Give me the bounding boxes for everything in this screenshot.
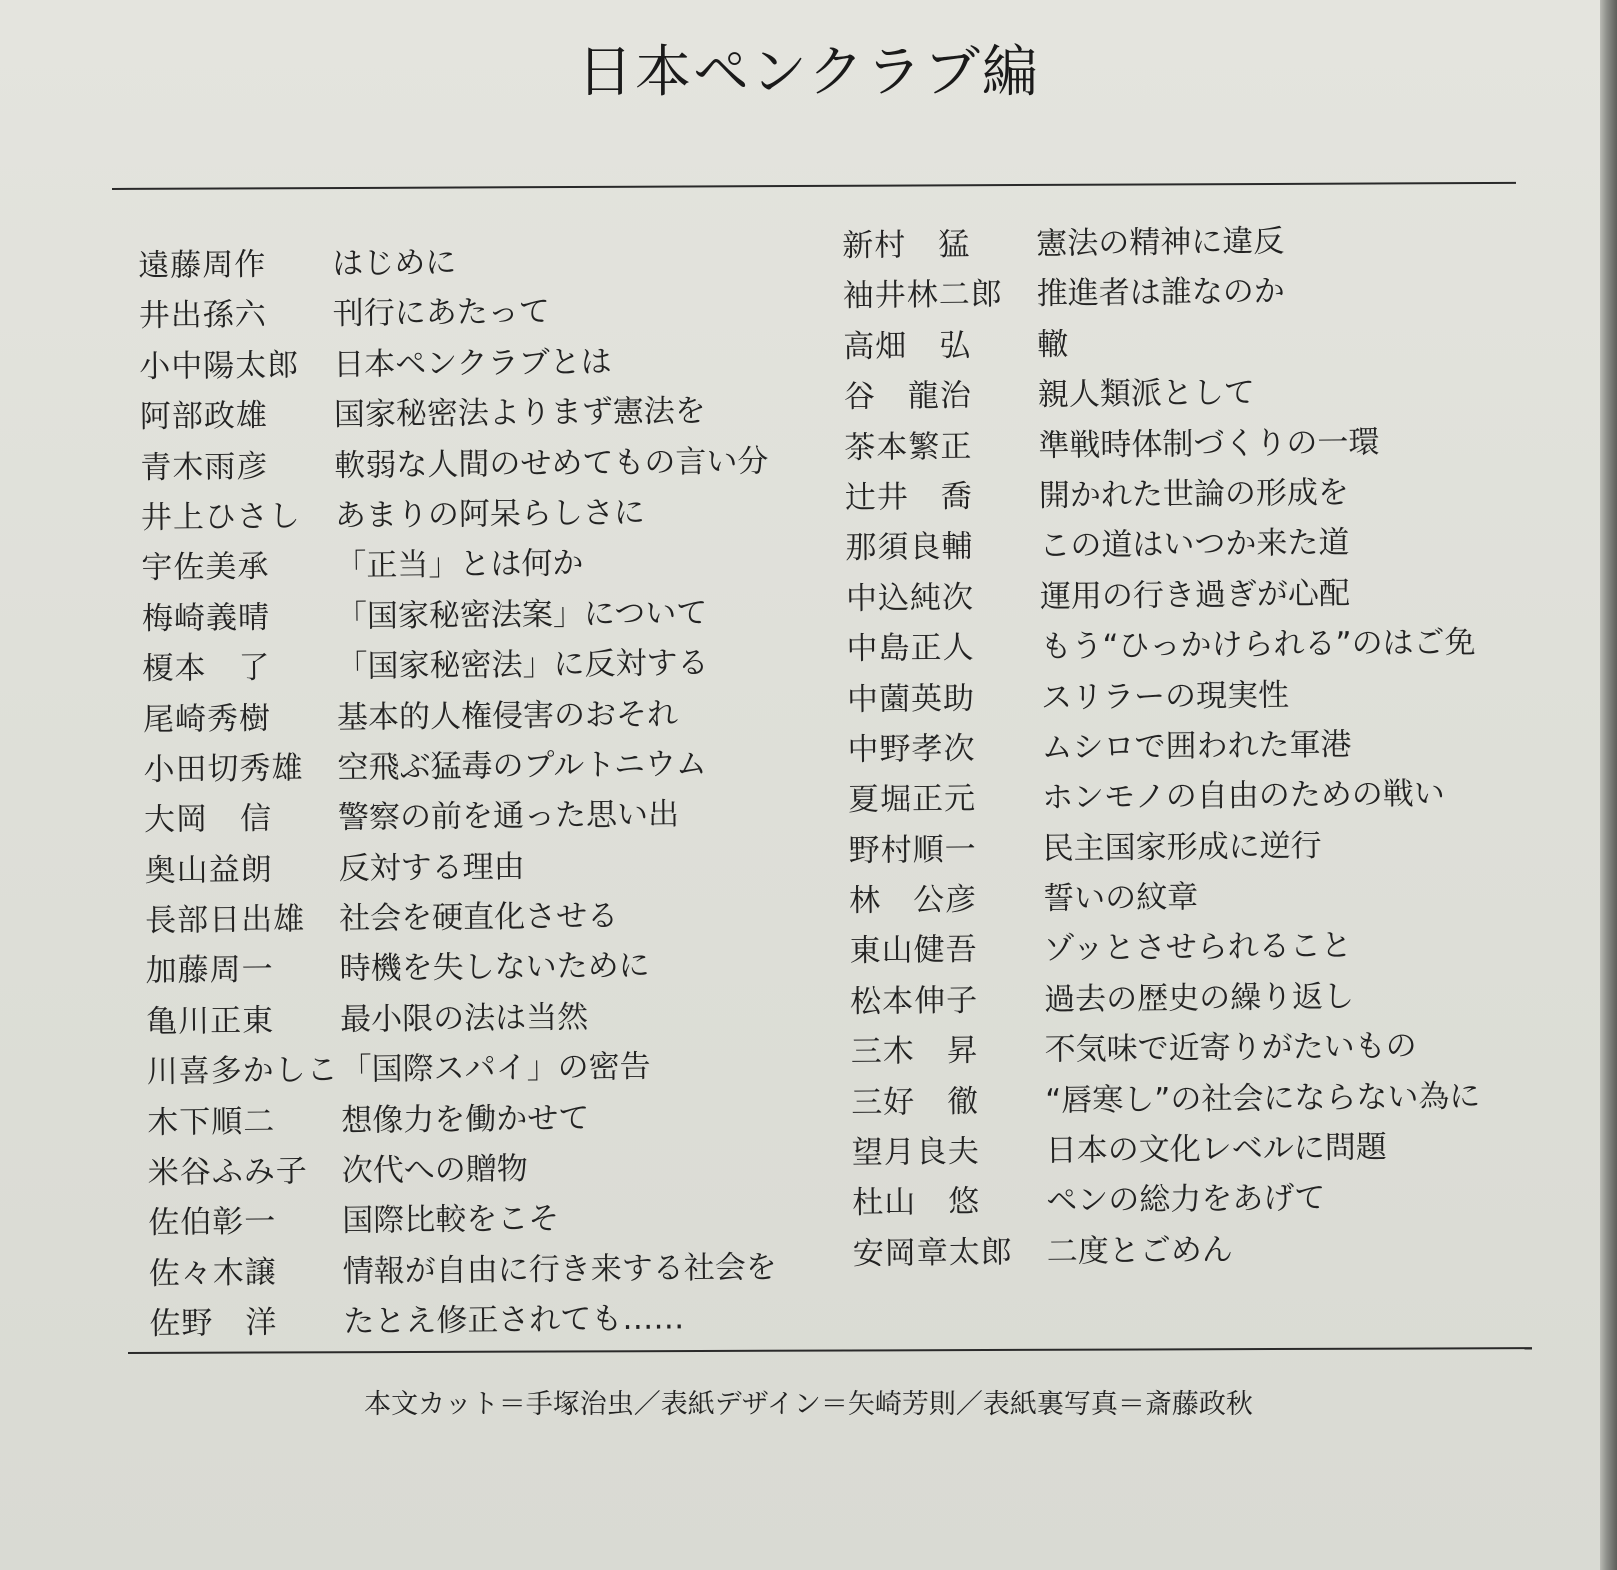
contributor-row <box>149 1292 777 1349</box>
essay-title: スリラーの現実性 <box>1040 676 1290 716</box>
essay-title: 憲法の精神に違反 <box>1036 223 1285 262</box>
contributor-name: 中野孝次 <box>847 730 976 768</box>
essay-title: 不気味で近寄りがたいもの <box>1044 1028 1417 1069</box>
essay-title: 基本的人権侵害のおそれ <box>336 695 679 736</box>
essay-title: 情報が自由に行き来する社会を <box>342 1249 777 1290</box>
essay-title: ムシロで囲われた軍港 <box>1041 726 1352 766</box>
essay-title: 国際比較をこそ <box>342 1201 560 1240</box>
contributor-name: 中込純次 <box>845 579 975 617</box>
contributor-row <box>845 516 1475 573</box>
top-divider <box>112 182 1516 190</box>
essay-title: 「国際スパイ」の密告 <box>340 1048 651 1089</box>
contributor-name: 袖井林二郎 <box>842 276 1003 315</box>
contributor-row <box>139 284 767 341</box>
contributor-row <box>141 485 769 542</box>
contributor-name: 佐伯彰一 <box>148 1204 277 1242</box>
contributor-name: 高畑 弘 <box>843 327 972 365</box>
essay-title: あまりの阿呆らしさに <box>334 494 646 534</box>
contributor-name: 遠藤周作 <box>138 246 267 284</box>
contributor-row <box>848 768 1478 825</box>
credits-line: 本文カット＝手塚治虫／表紙デザイン＝矢崎芳則／表紙裏写真＝斎藤政秋 <box>364 1389 1253 1420</box>
contributor-name: 林 公彦 <box>848 881 978 920</box>
essay-title: 轍 <box>1037 326 1069 363</box>
contributor-row <box>145 939 773 996</box>
contributor-row <box>852 1171 1482 1228</box>
essay-title: 民主国家形成に逆行 <box>1042 827 1322 867</box>
contributor-row <box>140 435 768 492</box>
essay-title: 警察の前を通った思い出 <box>337 796 680 837</box>
contributor-name: 宇佐美承 <box>141 548 270 587</box>
contributor-name: 中島正人 <box>846 629 975 668</box>
contributor-row <box>149 1241 777 1298</box>
contributor-name: 三好 徹 <box>851 1083 980 1121</box>
essay-title: 日本ペンクラブとは <box>333 343 612 383</box>
contributor-name: 奥山益朗 <box>144 851 273 889</box>
contributor-name: 米谷ふみ子 <box>147 1153 308 1191</box>
essay-title: 国家秘密法よりまず憲法を <box>333 393 707 434</box>
contributor-name: 加藤周一 <box>145 952 274 990</box>
essay-title: 推進者は誰なのか <box>1036 273 1285 313</box>
essay-title: 運用の行き過ぎが心配 <box>1039 575 1351 615</box>
essay-title: 最小限の法は当然 <box>339 999 589 1038</box>
contributor-name: 阿部政雄 <box>139 397 269 436</box>
essay-title: ゾッとさせられること <box>1043 928 1352 968</box>
contributor-list-right <box>842 213 1482 1278</box>
contributor-name: 小中陽太郎 <box>139 347 300 385</box>
contributor-name: 安岡章太郎 <box>852 1234 1014 1272</box>
contributor-row <box>845 465 1475 522</box>
page-edge <box>1600 0 1617 1570</box>
essay-title: 軟弱な人間のせめてもの言い分 <box>334 442 769 484</box>
page-title: 日本ペンクラブ編 <box>577 40 1040 105</box>
essay-title: 社会を硬直化させる <box>338 898 619 938</box>
contributor-row <box>849 868 1479 925</box>
essay-title: 反対する理由 <box>338 848 525 887</box>
essay-title: 誓いの紋章 <box>1042 879 1199 918</box>
contributor-row <box>144 838 772 895</box>
essay-title: 空飛ぶ猛毒のプルトニウム <box>337 745 707 786</box>
contributor-name: 望月良夫 <box>851 1133 980 1171</box>
contributor-row <box>142 637 770 694</box>
contributor-name: 亀川正東 <box>145 1002 275 1040</box>
contributor-row <box>146 989 774 1046</box>
contributor-name: 三木 昇 <box>850 1032 979 1071</box>
contributor-name: 新村 猛 <box>842 226 971 264</box>
contributor-row <box>850 969 1480 1026</box>
contributor-row <box>842 213 1472 270</box>
contributor-row <box>142 586 770 643</box>
contributor-name: 井上ひさし <box>140 498 302 536</box>
essay-title: “唇寒し”の社会にならない為に <box>1045 1078 1481 1119</box>
contributor-row <box>138 233 766 290</box>
contributor-name: 谷 龍治 <box>843 377 973 416</box>
essay-title: 「国家秘密法」に反対する <box>336 645 709 686</box>
contributor-row <box>139 334 767 391</box>
contributor-name: 那須良輔 <box>845 528 974 567</box>
contributor-name: 大岡 信 <box>143 800 273 839</box>
contributor-row <box>141 536 769 593</box>
contributor-row <box>853 1221 1483 1278</box>
bottom-divider <box>128 1347 1532 1354</box>
contributor-row <box>140 385 768 442</box>
contributor-row <box>846 566 1476 623</box>
contributor-name: 辻井 喬 <box>844 478 974 516</box>
essay-title: この道はいつか来た道 <box>1039 525 1350 565</box>
contributor-name: 杜山 悠 <box>852 1184 981 1222</box>
contributor-name: 青木雨彦 <box>140 448 269 486</box>
essay-title: 時機を失しないために <box>339 948 650 988</box>
essay-title: 二度とごめん <box>1046 1231 1233 1270</box>
contributor-row <box>147 1140 775 1197</box>
contributor-name: 長部日出雄 <box>144 901 306 940</box>
essay-title: 「国家秘密法案」について <box>335 594 708 635</box>
contributor-list-left <box>138 233 778 1348</box>
contributor-row <box>145 888 773 945</box>
contributor-name: 松本伸子 <box>849 982 979 1020</box>
contributor-row <box>143 687 771 744</box>
contributor-row <box>850 1020 1480 1077</box>
contributor-row <box>148 1191 776 1248</box>
contributor-row <box>847 667 1477 724</box>
contributor-row <box>146 1040 774 1097</box>
essay-title: 想像力を働かせて <box>341 1099 590 1139</box>
contributor-name: 榎本 了 <box>142 649 271 688</box>
essay-title: 過去の歴史の繰り返し <box>1043 978 1355 1018</box>
contributor-row <box>843 264 1473 321</box>
contributor-row <box>848 818 1478 875</box>
contributor-row <box>143 737 771 794</box>
contributor-name: 梅崎義晴 <box>141 599 271 637</box>
contributor-row <box>846 617 1476 674</box>
contributor-name: 夏堀正元 <box>847 780 977 819</box>
contributor-name: 佐野 洋 <box>149 1304 278 1343</box>
essay-title: 「正当」とは何か <box>335 545 584 585</box>
contributor-name: 佐々木譲 <box>148 1254 278 1292</box>
essay-title: はじめに <box>332 244 457 282</box>
contributor-name: 尾崎秀樹 <box>142 700 272 738</box>
contributor-row <box>144 788 772 845</box>
contributor-row <box>851 1070 1481 1127</box>
contributor-row <box>147 1090 775 1147</box>
essay-title: 次代への贈物 <box>341 1151 528 1189</box>
contributor-name: 茶本繁正 <box>844 428 973 466</box>
contributor-row <box>849 919 1479 976</box>
contributor-row <box>844 365 1474 422</box>
essay-title: たとえ修正されても…… <box>343 1300 685 1341</box>
contributor-name: 中薗英助 <box>846 680 976 718</box>
essay-title: ペンの総力をあげて <box>1046 1180 1326 1220</box>
contributor-row <box>843 314 1473 371</box>
contributor-name: 井出孫六 <box>138 297 267 335</box>
contributor-row <box>851 1120 1481 1177</box>
essay-title: 日本の文化レベルに問題 <box>1045 1129 1387 1169</box>
essay-title: ホンモノの自由のための戦い <box>1041 776 1445 817</box>
essay-title: 準戦時体制づくりの一環 <box>1038 423 1380 464</box>
contributor-name: 小田切秀雄 <box>143 750 304 788</box>
contributor-name: 川喜多かしこ <box>146 1052 339 1091</box>
contributor-row <box>847 717 1477 774</box>
contributor-name: 東山健吾 <box>849 932 978 970</box>
essay-title: 開かれた世論の形成を <box>1038 474 1350 514</box>
essay-title: もう“ひっかけられる”のはご免 <box>1040 624 1476 666</box>
contributor-row <box>844 415 1474 472</box>
essay-title: 刊行にあたって <box>332 294 550 333</box>
contributor-name: 木下順二 <box>147 1103 276 1141</box>
essay-title: 親人類派として <box>1037 374 1256 414</box>
contributor-name: 野村順一 <box>848 831 977 869</box>
